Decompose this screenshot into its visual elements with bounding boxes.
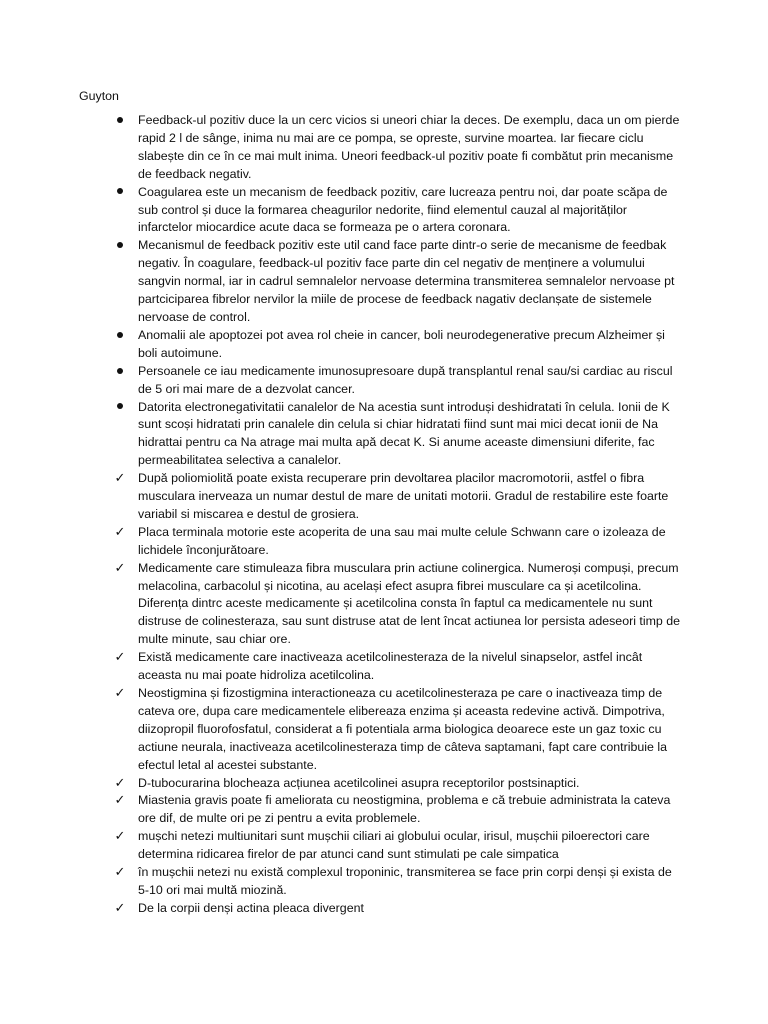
list-item — [0, 399, 768, 471]
list-item — [0, 900, 768, 918]
list-item — [0, 363, 768, 399]
checkmark-icon: ✓ — [114, 686, 126, 701]
bullet-icon — [113, 237, 127, 255]
list-item-text: mușchi netezi multiunitari sunt mușchii ciliari ai globului ocular, irisul, mușchii piloerectori care determina ridicarea firelor de par atunci cand sunt stimulati pe cale simpatica — [138, 829, 650, 862]
list-item-text: De la corpii denși actina pleaca divergent — [138, 900, 364, 915]
list-item-text: Miastenia gravis poate fi ameliorata cu neostigmina, problema e că trebuie administrata la cateva ore dif, de multe ori pe zi pentru a evita problemele. — [138, 793, 671, 826]
list-item — [0, 327, 768, 363]
list-item-text: Anomalii ale apoptozei pot avea rol cheie in cancer, boli neurodegenerative precum Alzheimer și boli autoimune. — [138, 327, 665, 360]
bullet-icon — [113, 363, 127, 381]
list-item-text: Neostigmina și fizostigmina interactioneaza cu acetilcolinesteraza pe care o inactiveaza timp de cateva ore, dupa care medicamentele elibereaza enzima și aceasta redevine activă. Dimpotriva, diizopropil fluorofosfatul, considerat a fi potentiala arma biologica deoarece este un gaz toxic cu actiune neurala, inactiveaza acetilcolinesteraza timp de câteva saptamani, fapt care contribuie la efectul letal al acestei substante. — [138, 686, 667, 772]
list-item — [0, 237, 768, 327]
list-item-text: Coagularea este un mecanism de feedback pozitiv, care lucreaza pentru noi, dar poate scăpa de sub control și duce la formarea cheagurilor nedorite, fiind elementul cauzal al majorităților infarctelor miocardice acute daca se formeaza pe o artera coronara. — [138, 184, 668, 235]
list-item-text: Feedback-ul pozitiv duce la un cerc vicios si uneori chiar la deces. De exemplu, daca un om pierde rapid 2 l de sânge, inima nu mai are ce pompa, se opreste, survine moartea. Iar fiecare ciclu slabește din ce în ce mai mult inima. Uneori feedback-ul pozitiv poate fi combătut prin mecanisme de feedback negativ. — [138, 113, 680, 181]
list-item-text: Există medicamente care inactiveaza acetilcolinesteraza de la nivelul sinapselor, astfel incât aceasta nu mai poate hidroliza acetilcolina. — [138, 650, 643, 683]
bullet-icon — [113, 112, 127, 130]
notes-list — [0, 112, 768, 918]
checkmark-icon: ✓ — [114, 829, 126, 845]
checkmark-icon: ✓ — [114, 775, 126, 791]
checkmark-icon: ✓ — [114, 524, 126, 540]
list-item-text: Persoanele ce iau medicamente imunosupresoare după transplantul renal sau/si cardiac au riscul de 5 ori mai mare de a dezvolat cancer. — [138, 363, 673, 396]
list-item-text: Datorita electronegativitatii canalelor de Na acestia sunt introduși deshidratati în celula. Ionii de K sunt scoși hidratati prin canalele din celula si chiar hidratati fiind sunt mai mici decat ionii de Na hidrattai pentru ca Na atrage mai multa apă decat K. Si anume aceaste dimensiuni diferite, fac permeabilitatea selectiva a canalelor. — [138, 399, 670, 468]
bullet-icon — [113, 184, 127, 202]
list-item-text: D-tubocurarina blocheaza acțiunea acetilcolinei asupra receptorilor postsinaptici. — [138, 775, 580, 790]
list-item — [0, 775, 768, 793]
list-item — [0, 524, 768, 560]
bullet-icon — [113, 399, 127, 417]
checkmark-icon: ✓ — [114, 471, 126, 487]
list-item — [0, 470, 768, 524]
list-item-text: în mușchii netezi nu există complexul troponinic, transmiterea se face prin corpi denși și exista de 5-10 ori mai multă miozină. — [138, 865, 672, 897]
list-item-text: Placa terminala motorie este acoperita de una sau mai multe celule Schwann care o izoleaza de lichidele înconjurătoare. — [138, 524, 666, 557]
list-item — [0, 112, 768, 184]
document-title: Guyton — [79, 89, 119, 103]
list-item — [0, 864, 768, 900]
list-item — [0, 685, 768, 775]
list-item — [0, 184, 768, 238]
list-item-text: Medicamente care stimuleaza fibra musculara prin actiune colinergica. Numeroși compuși, precum melacolina, carbacolul și nicotina, au același efect asupra fibrei musculare ca și acetilcolina. Diferența dintrc aceste medicamente și acetilcolina consta în faptul ca medicamentele nu sunt distruse de colinesteraza, sau sunt distruse atat de lent încat actiunea lor persista adeseori timp de multe minute, sau chiar ore. — [138, 560, 681, 647]
list-item-text: Mecanismul de feedback pozitiv este util cand face parte dintr-o serie de mecanisme de feedbak negativ. În coagulare, feedback-ul pozitiv face parte din cel negativ de menținere a volumului sangvin normal, iar in cadrul semnalelor nervoase determina transmiterea semnalelor nervoase pt partciciparea fibrelor nervilor la miile de procese de feedback nagativ declanșate de sistemele nervoase de control. — [138, 238, 675, 324]
list-item — [0, 828, 768, 864]
bullet-icon — [113, 327, 127, 345]
checkmark-icon: ✓ — [114, 865, 126, 881]
list-item-text: După poliomiolită poate exista recuperare prin devoltarea placilor macromotorii, astfel o fibra musculara inerveaza un numar destul de mare de unitati motorii. Gradul de restabilire este foarte variabil si miscarea e destul de grosiera. — [138, 471, 669, 521]
list-item — [0, 792, 768, 828]
checkmark-icon: ✓ — [114, 900, 126, 916]
checkmark-icon: ✓ — [114, 793, 126, 809]
checkmark-icon: ✓ — [114, 560, 126, 576]
checkmark-icon: ✓ — [114, 650, 126, 666]
list-item — [0, 560, 768, 650]
list-item — [0, 649, 768, 685]
